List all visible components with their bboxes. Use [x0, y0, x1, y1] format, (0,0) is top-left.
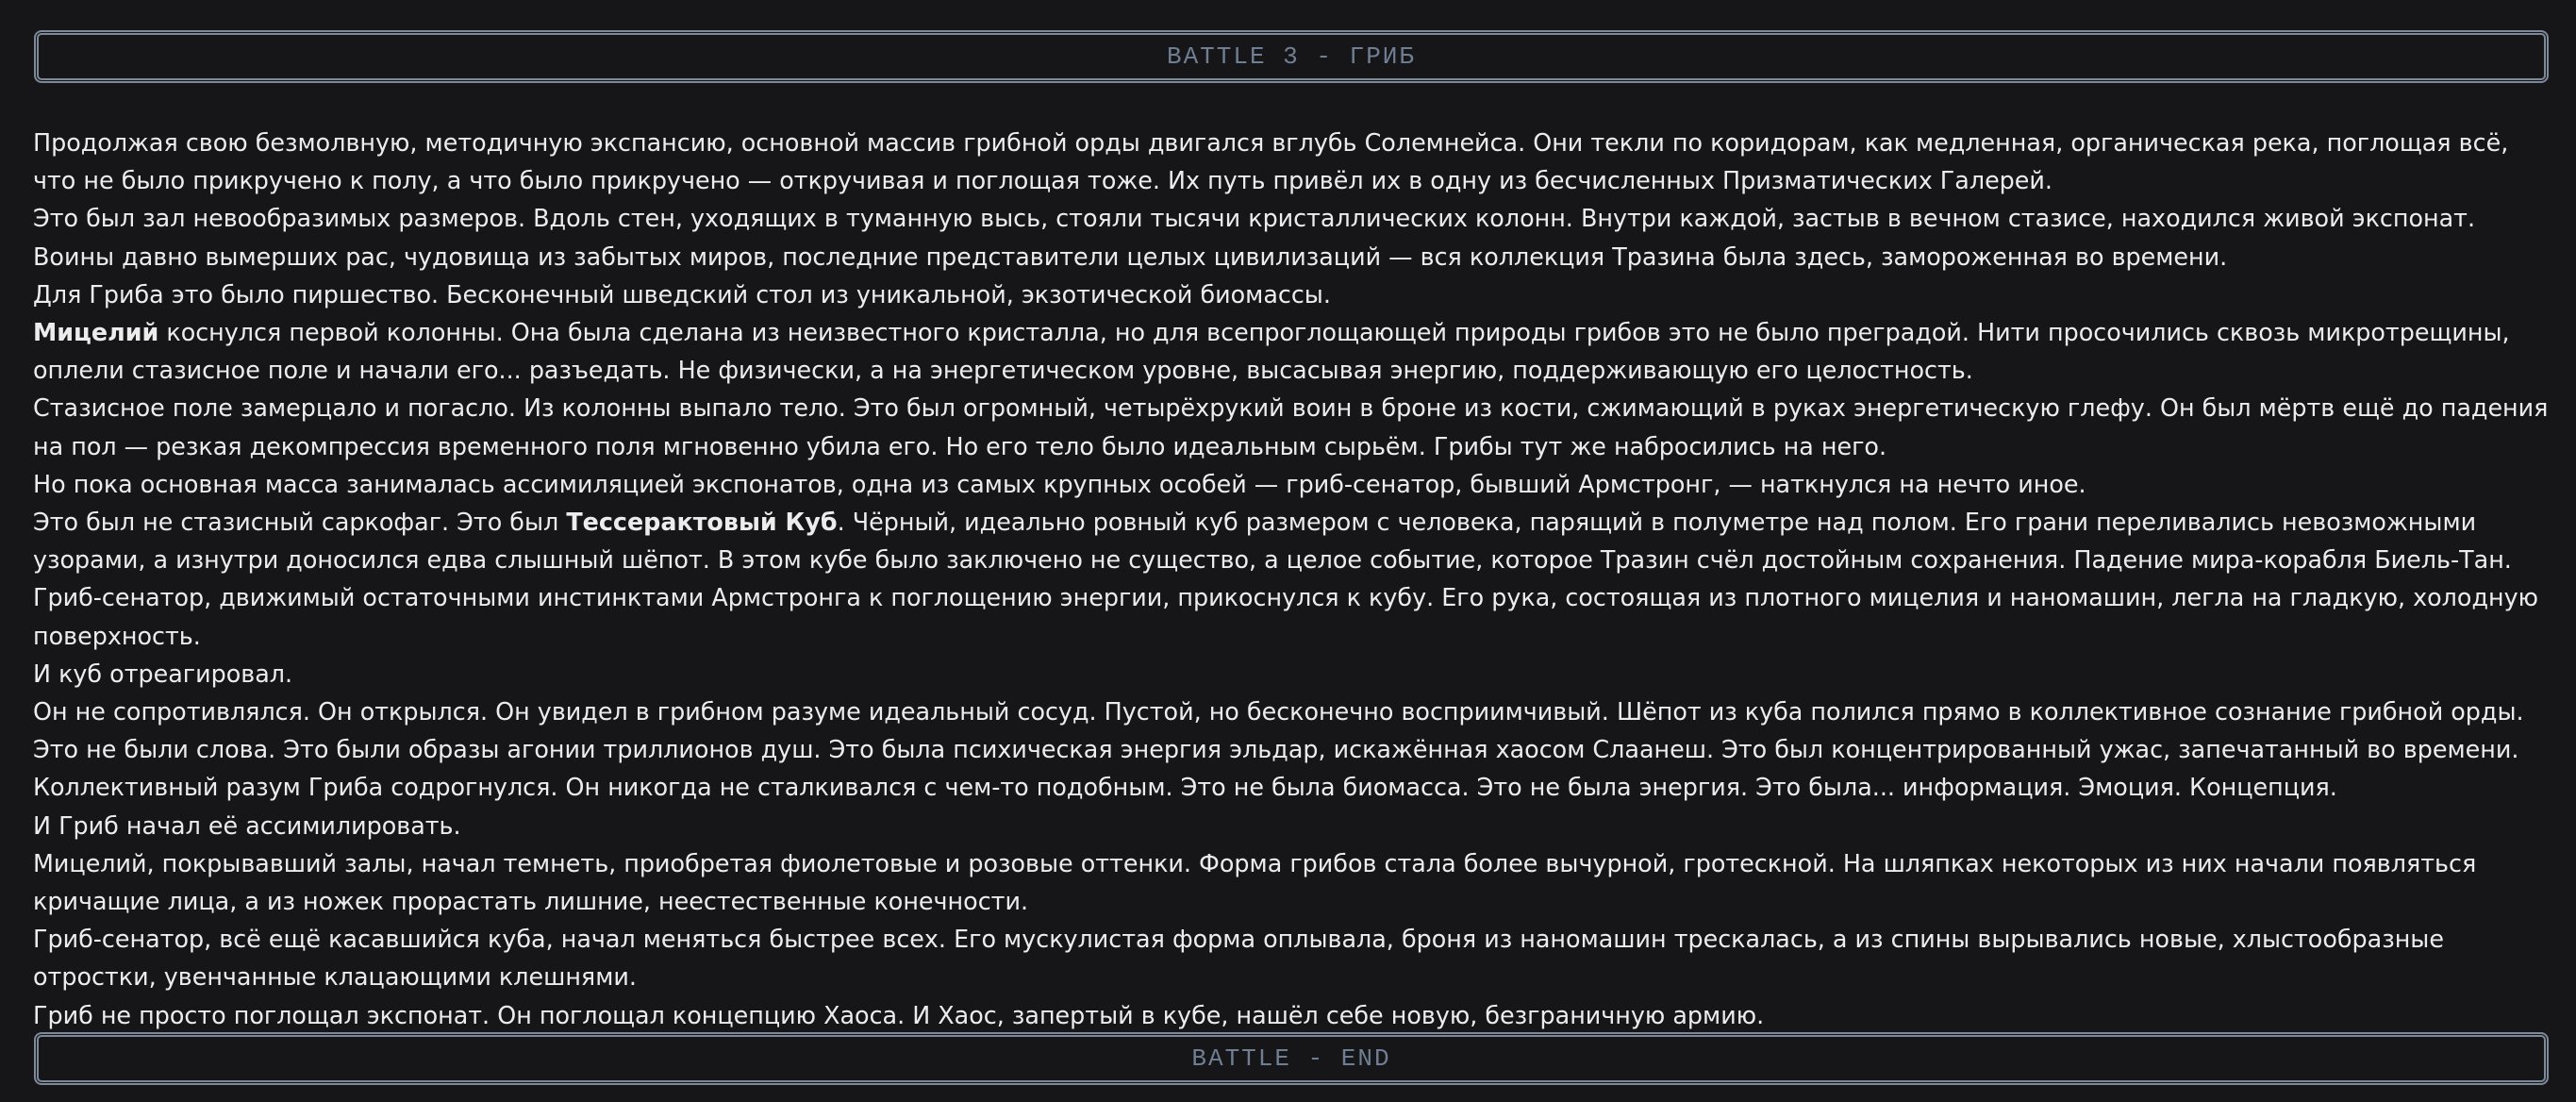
- story-paragraph: Это был не стазисный саркофаг. Это был Тессерактовый Куб. Чёрный, идеально ровный куб размером с человека, парящий в полуметре над полом. Его грани переливались невозможными узорами, а изнутри доносился едва слышный шёпот. В этом кубе было заключено не существо, а целое событие, которое Тразин счёл достойным сохранения. Падение мира-корабля Биель-Тан.: [33, 508, 2512, 575]
- story-paragraph: Коллективный разум Гриба содрогнулся. Он никогда не сталкивался с чем-то подобным. Это не была биомасса. Это не была энергия. Это была... информация. Эмоция. Концепция.: [33, 773, 2337, 802]
- story-paragraph: Но пока основная масса занималась ассимиляцией экспонатов, одна из самых крупных особей — гриб-сенатор, бывший Армстронг, — наткнулся на нечто иное.: [33, 469, 2086, 498]
- story-paragraph: Мицелий, покрывавший залы, начал темнеть, приобретая фиолетовые и розовые оттенки. Форма грибов стала более вычурной, гротескной. На шляпках некоторых из них начали появляться кричащие лица, а из ножек прорастать лишние, неестественные конечности.: [33, 848, 2477, 916]
- story-paragraph: Гриб-сенатор, движимый остаточными инстинктами Армстронга к поглощению энергии, прикоснулся к кубу. Его рука, состоящая из плотного мицелия и наномашин, легла на гладкую, холодную поверхность.: [33, 583, 2538, 650]
- battle-start-banner-label: BATTLE 3 - ГРИБ: [1166, 42, 1417, 71]
- story-paragraph: Продолжая свою безмолвную, методичную экспансию, основной массив грибной орды двигался вглубь Солемнейса. Они текли по коридорам, как медленная, органическая река, поглощая всё, что не было прикручено к полу, а что было прикручено — откручивая и поглощая тоже. Их путь привёл их в одну из бесчисленных Призматических Галерей.: [33, 128, 2509, 195]
- battle-end-banner-label: BATTLE - END: [1191, 1044, 1391, 1073]
- story-paragraph: И куб отреагировал.: [33, 659, 293, 688]
- story-paragraph: Он не сопротивлялся. Он открылся. Он увидел в грибном разуме идеальный сосуд. Пустой, но бесконечно восприимчивый. Шёпот из куба полился прямо в коллективное сознание грибной орды. Это не были слова. Это были образы агонии триллионов душ. Это была психическая энергия эльдар, искажённая хаосом Слаанеш. Это был концентрированный ужас, запечатанный во времени.: [33, 697, 2524, 764]
- story-paragraph: И Гриб начал её ассимилировать.: [33, 810, 461, 840]
- battle-end-banner: [34, 1032, 2549, 1085]
- story-paragraph: Мицелий коснулся первой колонны. Она была сделана из неизвестного кристалла, но для всепроглощающей природы грибов это не было преградой. Нити просочились сквозь микротрещины, оплели стазисное поле и начали его... разъедать. Не физически, а на энергетическом уровне, высасывая энергию, поддерживающую его целостность.: [33, 318, 2510, 385]
- story-paragraph: Для Гриба это было пиршество. Бесконечный шведский стол из уникальной, экзотической биомассы.: [33, 279, 1331, 309]
- story-paragraph: Гриб-сенатор, всё ещё касавшийся куба, начал меняться быстрее всех. Его мускулистая форма оплывала, броня из наномашин трескалась, а из спины вырывались новые, хлыстообразные отростки, увенчанные клацающими клешнями.: [33, 925, 2444, 992]
- bold-term: Тессерактовый Куб: [566, 508, 838, 537]
- story-paragraph: Стазисное поле замерцало и погасло. Из колонны выпало тело. Это был огромный, четырёхрукий воин в броне из кости, сжимающий в руках энергетическую глефу. Он был мёртв ещё до падения на пол — резкая декомпрессия временного поля мгновенно убила его. Но его тело было идеальным сырьём. Грибы тут же набросились на него.: [33, 393, 2549, 460]
- story-text: [33, 124, 2551, 1034]
- story-paragraph: Гриб не просто поглощал экспонат. Он поглощал концепцию Хаоса. И Хаос, запертый в кубе, нашёл себе новую, безграничную армию.: [33, 1000, 1765, 1029]
- bold-term: Мицелий: [33, 318, 159, 347]
- battle-start-banner: [34, 30, 2549, 83]
- story-paragraph: Это был зал невообразимых размеров. Вдоль стен, уходящих в туманную высь, стояли тысячи кристаллических колонн. Внутри каждой, застыв в вечном стазисе, находился живой экспонат. Воины давно вымерших рас, чудовища из забытых миров, последние представители целых цивилизаций — вся коллекция Тразина была здесь, замороженная во времени.: [33, 204, 2476, 271]
